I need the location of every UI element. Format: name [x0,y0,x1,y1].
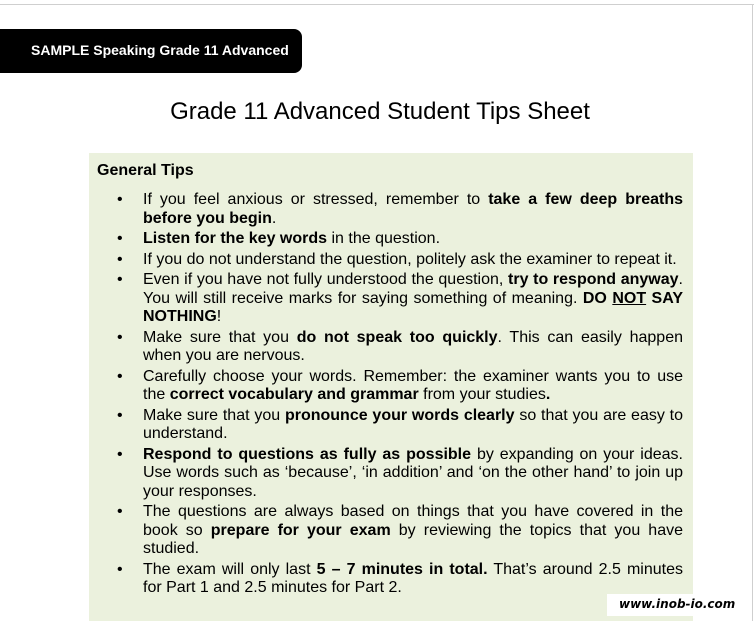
tip-bold-text: prepare for your exam [210,521,391,539]
tip-bold-text: DO [582,289,613,307]
tip-item [114,446,683,502]
tip-text: Even if you have not fully understood the question, [143,271,509,288]
tip-bold-text [612,290,646,307]
tip-text: . You will still receive marks for saying something of meaning. [143,271,683,307]
tip-item [114,230,683,249]
tip-item [114,561,683,598]
tip-bold-text: Listen for the key words [143,230,328,247]
tip-text: The questions are always based on things that you have covered in the book so [143,503,683,539]
tip-bold-text: . [545,386,551,403]
general-tips-box [89,153,693,621]
sample-banner-label: SAMPLE Speaking Grade 11 Advanced [31,42,289,58]
tip-item [114,368,683,405]
tip-bold-text: try to respond anyway [508,271,679,288]
tip-text: ! [216,308,222,325]
tip-text: so that you are easy to understand. [143,406,684,442]
tip-text: by expanding on your ideas. Use words such as ‘because’, ‘in addition’ and ‘on the other hand’ to join up your responses. [143,445,683,500]
tip-item [114,407,683,444]
tip-text: That’s around 2.5 minutes for Part 1 and 2.5 minutes for Part 2. [143,560,684,596]
tip-text: by reviewing the topics that you have studied. [143,521,684,557]
tip-text: Carefully choose your words. Remember: the examiner wants you to use the [143,367,683,403]
tip-item [114,329,683,366]
tip-bold-text: Respond to questions as fully as possible [143,445,472,463]
tip-text: Make sure that you [143,328,297,346]
tip-text: If you do not understand the question, politely ask the examiner to repeat it. [143,250,677,268]
tip-bold-text: take a few deep breaths before you begin [143,191,683,227]
tip-bold-text: 5 – 7 minutes in total. [316,560,488,578]
tip-item [114,251,683,270]
tip-text: in the question. [327,230,441,247]
sample-banner [0,29,302,73]
tip-bold-text: pronounce your words clearly [284,406,515,424]
tip-underline-text: NOT [612,289,647,307]
tip-item [114,503,683,559]
document-title: Grade 11 Advanced Student Tips Sheet [170,98,590,125]
tip-text: . This can easily happen when you are nervous. [143,328,684,364]
page-right-border [752,4,753,621]
tip-bold-text: do not speak too quickly [296,328,498,346]
tip-item [114,271,683,327]
general-tips-heading: General Tips [97,162,194,179]
tip-text: from your studies [418,386,546,403]
tip-text: The exam will only last [143,560,317,578]
tip-bold-text: correct vocabulary and grammar [169,386,419,403]
watermark: www.inob-io.com [607,594,752,616]
tip-item [114,191,683,228]
tip-text: . [271,209,277,227]
tip-text: If you feel anxious or stressed, remember to [143,191,489,208]
page-top-border [0,4,754,5]
tips-list [114,191,683,600]
tip-bold-text: SAY NOTHING [143,289,683,325]
tip-text: Make sure that you [143,406,285,424]
